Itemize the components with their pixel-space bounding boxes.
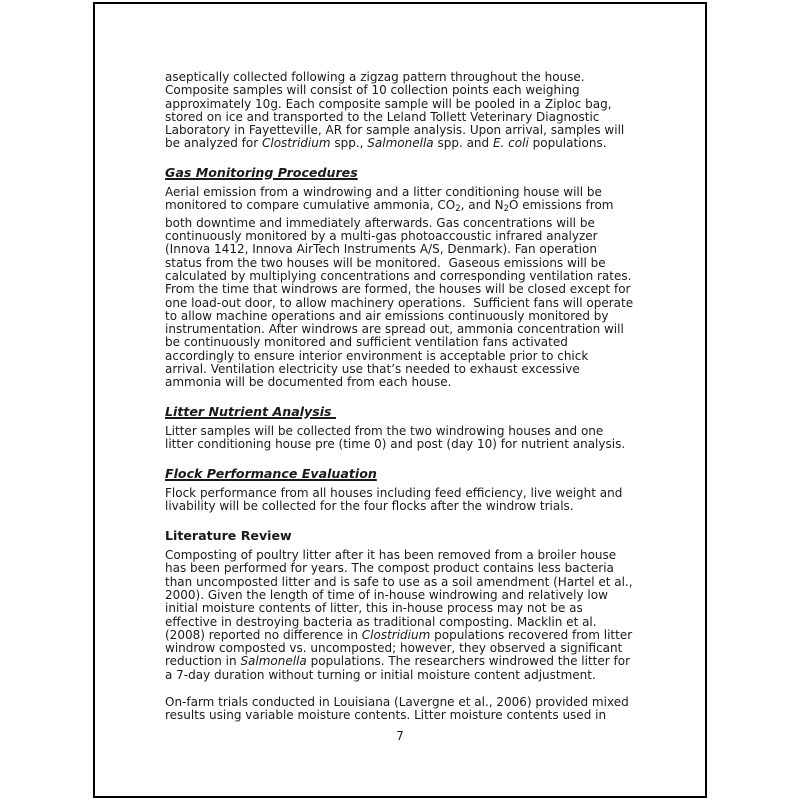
text-line: to allow machine operations and air emissions continuously monitored by xyxy=(165,308,609,323)
text-line: continuously monitored by a multi-gas photoaccoustic infrared analyzer xyxy=(165,229,598,244)
document-paragraph xyxy=(165,549,649,682)
document-paragraph xyxy=(165,425,649,452)
text-line: ammonia will be documented from each house. xyxy=(165,375,452,390)
text-line: calculated by multiplying concentrations and corresponding ventilation rates. xyxy=(165,268,632,283)
text-line: a 7-day duration without turning or initial moisture content adjustment. xyxy=(165,667,596,682)
text-line: (2008) reported no difference in Clostridium populations recovered from litter xyxy=(165,627,633,642)
text-line: Flock performance from all houses including feed efficiency, live weight and xyxy=(165,486,623,501)
text-line: Litter samples will be collected from the two windrowing houses and one xyxy=(165,424,604,439)
text-line: Composite samples will consist of 10 collection points each weighing xyxy=(165,83,580,98)
text-line: one load-out door, to allow machinery operations. Sufficient fans will operate xyxy=(165,295,634,310)
text-line: Composting of poultry litter after it has been removed from a broiler house xyxy=(165,548,617,563)
text-line: aseptically collected following a zigzag pattern throughout the house. xyxy=(165,70,585,84)
text-line: 2000). Given the length of time of in-house windrowing and relatively low xyxy=(165,587,608,602)
section-heading xyxy=(165,529,649,542)
document-paragraph xyxy=(165,71,649,151)
document-paragraph xyxy=(165,696,649,723)
section-heading-text: Flock Performance Evaluation xyxy=(165,465,377,481)
text-line: On-farm trials conducted in Louisiana (Lavergne et al., 2006) provided mixed xyxy=(165,695,629,710)
text-line: than uncomposted litter and is safe to use as a soil amendment (Hartel et al., xyxy=(165,574,633,589)
text-line: arrival. Ventilation electricity use that’s needed to exhaust excessive xyxy=(165,362,580,377)
text-line: monitored to compare cumulative ammonia, $CO_2$, and $N_2O$ emissions from xyxy=(165,198,614,215)
section-heading xyxy=(165,405,649,418)
text-line: status from the two houses will be monitored. Gaseous emissions will be xyxy=(165,255,606,270)
subscript-text: 2 xyxy=(503,204,510,215)
document-page xyxy=(93,2,707,798)
text-line: reduction in Salmonella populations. The researchers windrowed the litter for xyxy=(165,654,631,669)
text-line: be analyzed for Clostridium spp., Salmonella spp. and E. coli populations. xyxy=(165,136,607,151)
text-line: instrumentation. After windrows are spread out, ammonia concentration will xyxy=(165,322,624,337)
text-line: be continuously monitored and sufficient ventilation fans activated xyxy=(165,335,568,350)
text-line: results using variable moisture contents. Litter moisture contents used in xyxy=(165,708,607,723)
text-line: effective in destroying bacteria as traditional composting. Macklin et al. xyxy=(165,614,597,629)
text-line: windrow composted vs. uncomposted; however, they observed a significant xyxy=(165,641,623,656)
text-line: Laboratory in Fayetteville, AR for sample analysis. Upon arrival, samples will xyxy=(165,123,625,138)
section-heading-text: Literature Review xyxy=(165,527,292,543)
text-line: litter conditioning house pre (time 0) and post (day 10) for nutrient analysis. xyxy=(165,437,626,452)
text-line: initial moisture contents of litter, this in-house process may not be as xyxy=(165,601,583,616)
italic-text: Salmonella xyxy=(367,136,434,151)
document-body xyxy=(165,71,649,737)
text-line: accordingly to ensure interior environment is acceptable prior to chick xyxy=(165,348,589,363)
italic-text: Clostridium xyxy=(361,627,431,642)
text-line: Aerial emission from a windrowing and a litter conditioning house will be xyxy=(165,185,602,200)
section-heading-text: Gas Monitoring Procedures xyxy=(165,164,358,180)
section-heading xyxy=(165,467,649,480)
text-line: has been performed for years. The compost product contains less bacteria xyxy=(165,561,614,576)
text-line: livability will be collected for the four flocks after the windrow trials. xyxy=(165,499,574,514)
text-line: stored on ice and transported to the Leland Tollett Veterinary Diagnostic xyxy=(165,109,600,124)
text-line: approximately 10g. Each composite sample will be pooled in a Ziploc bag, xyxy=(165,96,612,111)
text-line: (Innova 1412, Innova AirTech Instruments A/S, Denmark). Fan operation xyxy=(165,242,597,257)
section-heading xyxy=(165,166,649,179)
page-number: 7 xyxy=(396,729,404,743)
text-line: both downtime and immediately afterwards. Gas concentrations will be xyxy=(165,215,595,230)
italic-text: Salmonella xyxy=(240,654,307,669)
document-paragraph xyxy=(165,186,649,389)
italic-text: E. coli xyxy=(492,136,529,151)
document-paragraph xyxy=(165,487,649,514)
subscript-text: 2 xyxy=(455,204,461,215)
section-heading-text: Litter Nutrient Analysis xyxy=(165,403,336,419)
text-line: From the time that windrows are formed, the houses will be closed except for xyxy=(165,282,631,297)
italic-text: Clostridium xyxy=(262,136,331,151)
